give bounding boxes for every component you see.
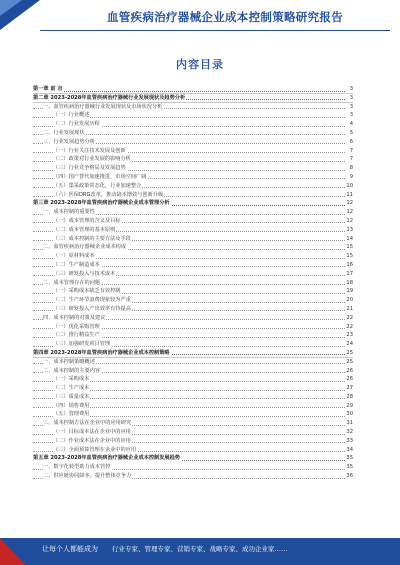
toc-entry[interactable] [33, 261, 353, 270]
toc-entry[interactable] [33, 279, 353, 288]
toc-entry-page: 26 [346, 367, 353, 374]
toc-entry-label: （二）生产成本 [53, 385, 90, 392]
toc-entry-label: （一）目标成本法在企业中的应用 [53, 429, 131, 436]
toc-entry-page: 6 [345, 138, 353, 147]
toc-entry[interactable] [33, 437, 353, 446]
toc-entry-label: （三）研发投入与技术成本 [53, 270, 116, 277]
toc-entry[interactable] [33, 182, 353, 191]
toc-entry-page: 27 [346, 385, 353, 392]
toc-entry-page: 7 [345, 155, 353, 164]
toc-entry[interactable] [33, 402, 353, 411]
toc-entry[interactable] [33, 287, 353, 296]
toc-entry[interactable] [33, 296, 353, 305]
toc-entry-page: 36 [346, 473, 353, 480]
toc-entry-page: 35 [346, 455, 353, 462]
toc-entry-label: 二、血管疾病治疗器械企业成本构成 [43, 244, 127, 251]
toc-entry[interactable] [33, 393, 353, 402]
toc-entry-label: （二）成本管理的基本原则 [53, 226, 116, 233]
toc-entry-label: （一）采购成本缺乏有效控制 [53, 288, 121, 295]
toc-entry-page: 7 [345, 147, 353, 156]
toc-entry-page: 24 [346, 341, 353, 348]
toc-entry-page: 30 [346, 411, 353, 418]
toc-entry-label: （三）行业竞争格局及发展趋势 [53, 165, 126, 172]
toc-entry-label: （四）销售费用 [53, 402, 90, 409]
toc-entry-page: 34 [346, 446, 353, 453]
toc-entry[interactable] [33, 446, 353, 455]
footer-main-text: 让每个人都能成为 [42, 545, 98, 553]
toc-entry-page: 18 [346, 279, 353, 286]
toc-entry-page: 4 [345, 120, 353, 129]
toc-entry[interactable] [33, 340, 353, 349]
toc-entry[interactable] [33, 349, 353, 358]
toc-entry[interactable] [33, 419, 353, 428]
toc-entry[interactable] [33, 252, 353, 261]
toc-entry-label: 一、成本控制的重要性 [43, 209, 95, 216]
toc-entry-page: 11 [346, 191, 353, 198]
toc-entry-page: 20 [346, 297, 353, 304]
toc-entry-page: 3 [345, 111, 353, 120]
table-of-contents [33, 85, 353, 481]
toc-entry[interactable] [33, 103, 353, 112]
toc-entry-label: （二）行业发展历程 [53, 121, 100, 128]
toc-entry-page: 12 [346, 217, 353, 224]
toc-entry-page: 19 [346, 288, 353, 295]
toc-entry-label: （二）推行精益生产 [53, 332, 100, 339]
toc-entry[interactable] [33, 111, 353, 120]
toc-entry[interactable] [33, 217, 353, 226]
toc-entry[interactable] [33, 120, 353, 129]
toc-entry-label: （二）生产环节浪费现象较为严重 [53, 297, 131, 304]
toc-entry-page: 15 [346, 244, 353, 251]
footer-corner-decoration [0, 538, 26, 565]
toc-entry-page: 13 [346, 226, 353, 233]
toc-entry-page: 17 [346, 270, 353, 277]
toc-entry[interactable] [33, 226, 353, 235]
toc-entry-page: 29 [346, 402, 353, 409]
toc-entry[interactable] [33, 85, 353, 94]
toc-entry-label: 四、成本控制的对策及建议 [43, 314, 106, 321]
toc-entry-label: （一）优化采购管理 [53, 323, 100, 330]
toc-entry-label: 三、行业发展趋势分析 [43, 138, 95, 145]
toc-entry-page: 26 [346, 376, 353, 383]
document-title: 血管疾病治疗器械企业成本控制策略研究报告 [107, 10, 343, 24]
toc-entry-label: 第四章 2023-2028年血管疾病治疗器械企业成本控制策略 [33, 349, 170, 356]
toc-entry[interactable] [33, 208, 353, 217]
toc-entry-page: 12 [346, 200, 353, 207]
toc-entry-page: 8 [345, 164, 353, 173]
toc-entry-page: 28 [346, 393, 353, 400]
toc-entry[interactable] [33, 155, 353, 164]
toc-entry[interactable] [33, 173, 353, 182]
toc-entry-page: 23 [346, 332, 353, 339]
toc-entry-page: 5 [345, 129, 353, 138]
toc-entry-label: 一、数字化转型助力成本管控 [43, 464, 111, 471]
toc-entry[interactable] [33, 358, 353, 367]
toc-entry-label: （一）原材料成本 [53, 253, 95, 260]
toc-entry-page: 14 [346, 235, 353, 242]
toc-entry-label: 第五章 2023-2028年血管疾病治疗器械企业成本控制发展趋势 [33, 455, 180, 462]
toc-entry[interactable] [33, 428, 353, 437]
toc-leader-dots [33, 91, 345, 92]
toc-entry-page: 9 [345, 173, 353, 182]
toc-entry-label: （二）作业成本法在企业中的应用 [53, 437, 131, 444]
toc-entry-label: （一）行业概述 [53, 112, 90, 119]
toc-entry-page: 15 [346, 253, 353, 260]
toc-entry-label: （二）政策对行业发展的影响分析 [53, 156, 131, 163]
toc-entry[interactable] [33, 323, 353, 332]
toc-entry[interactable] [33, 164, 353, 173]
toc-entry-page: 10 [346, 182, 353, 189]
toc-entry-label: （四）国产替代加速推进，市场空间广阔 [53, 173, 147, 180]
toc-entry-label: 二、行业发展现状 [43, 129, 85, 136]
toc-entry[interactable] [33, 375, 353, 384]
toc-entry[interactable] [33, 331, 353, 340]
toc-entry[interactable] [33, 243, 353, 252]
toc-entry-label: 二、成本控制的主要内容 [43, 367, 101, 374]
toc-entry-label: （一）行业关注技术发展及创新 [53, 147, 126, 154]
toc-entry-page: 22 [346, 314, 353, 321]
toc-entry[interactable] [33, 235, 353, 244]
toc-entry[interactable] [33, 463, 353, 472]
footer-slogan [42, 544, 288, 554]
toc-entry[interactable] [33, 270, 353, 279]
toc-entry[interactable] [33, 94, 353, 103]
toc-entry-label: 三、成本控制方法在企业中的应用研究 [43, 420, 132, 427]
toc-entry-label: 一、血管疾病治疗器械行业发展现状及市场状况分析 [43, 103, 163, 110]
toc-entry-page: 33 [346, 437, 353, 444]
toc-entry-page: 22 [346, 323, 353, 330]
toc-entry-label: （三）研发投入产出效率有待提高 [53, 305, 131, 312]
toc-entry[interactable] [33, 147, 353, 156]
toc-entry-page: 21 [346, 305, 353, 312]
toc-entry[interactable] [33, 191, 353, 200]
toc-entry-page: 3 [345, 85, 353, 94]
toc-entry-page: 31 [346, 420, 353, 427]
toc-entry[interactable] [33, 305, 353, 314]
toc-entry-label: （一）采购成本 [53, 376, 90, 383]
toc-entry-label: （三）质量成本 [53, 393, 90, 400]
toc-entry[interactable] [33, 454, 353, 463]
toc-entry[interactable] [33, 384, 353, 393]
toc-entry-page: 16 [346, 261, 353, 268]
toc-entry-label: （五）集采政策常态化，行业加速整合 [53, 182, 142, 189]
toc-entry-label: （五）管理费用 [53, 411, 90, 418]
header-divider [40, 30, 390, 31]
toc-entry-label: 第二章 2023-2028年血管疾病治疗器械行业发展现状及趋势分析 [33, 94, 186, 101]
toc-entry-label: 三、成本管理存在的问题 [43, 279, 101, 286]
toc-entry-page: 25 [346, 349, 353, 356]
toc-entry[interactable] [33, 367, 353, 376]
toc-entry-page: 3 [345, 94, 353, 103]
toc-entry-label: （三）成本控制的主要方法及手段 [53, 235, 131, 242]
toc-entry[interactable] [33, 410, 353, 419]
toc-entry-label: （三）全面预算管理在企业中的应用 [53, 446, 137, 453]
toc-entry-page: 35 [346, 464, 353, 471]
toc-entry-page: 12 [346, 209, 353, 216]
header-corner-accent [0, 0, 22, 16]
toc-entry-label: 第三章 2023-2028年血管疾病治疗器械企业成本管理分析 [33, 200, 170, 207]
toc-heading: 内容目录 [176, 58, 224, 71]
toc-entry[interactable] [33, 199, 353, 208]
toc-entry-page: 3 [345, 103, 353, 112]
toc-entry[interactable] [33, 314, 353, 323]
toc-entry[interactable] [33, 472, 353, 481]
toc-entry-label: （一）成本管理的含义及目标 [53, 217, 121, 224]
toc-entry[interactable] [33, 138, 353, 147]
toc-entry-page: 25 [346, 358, 353, 365]
toc-entry-label: 第一章 前 言 [33, 86, 63, 92]
toc-entry-label: 二、供应链协同降本，提升整体竞争力 [43, 473, 132, 480]
toc-entry-label: （二）生产制造成本 [53, 261, 100, 268]
toc-entry-label: （三）加强研发项目管理 [53, 341, 111, 348]
footer-sub-text: 行业专家、管理专家、营销专家、战略专家、成功企业家…… [112, 545, 288, 553]
toc-entry-label: （六）医保DRG改革，推动降本增效与创新升级 [53, 191, 164, 198]
toc-entry[interactable] [33, 129, 353, 138]
toc-entry-label: 一、成本控制策略概述 [43, 358, 95, 365]
toc-entry-page: 32 [346, 429, 353, 436]
